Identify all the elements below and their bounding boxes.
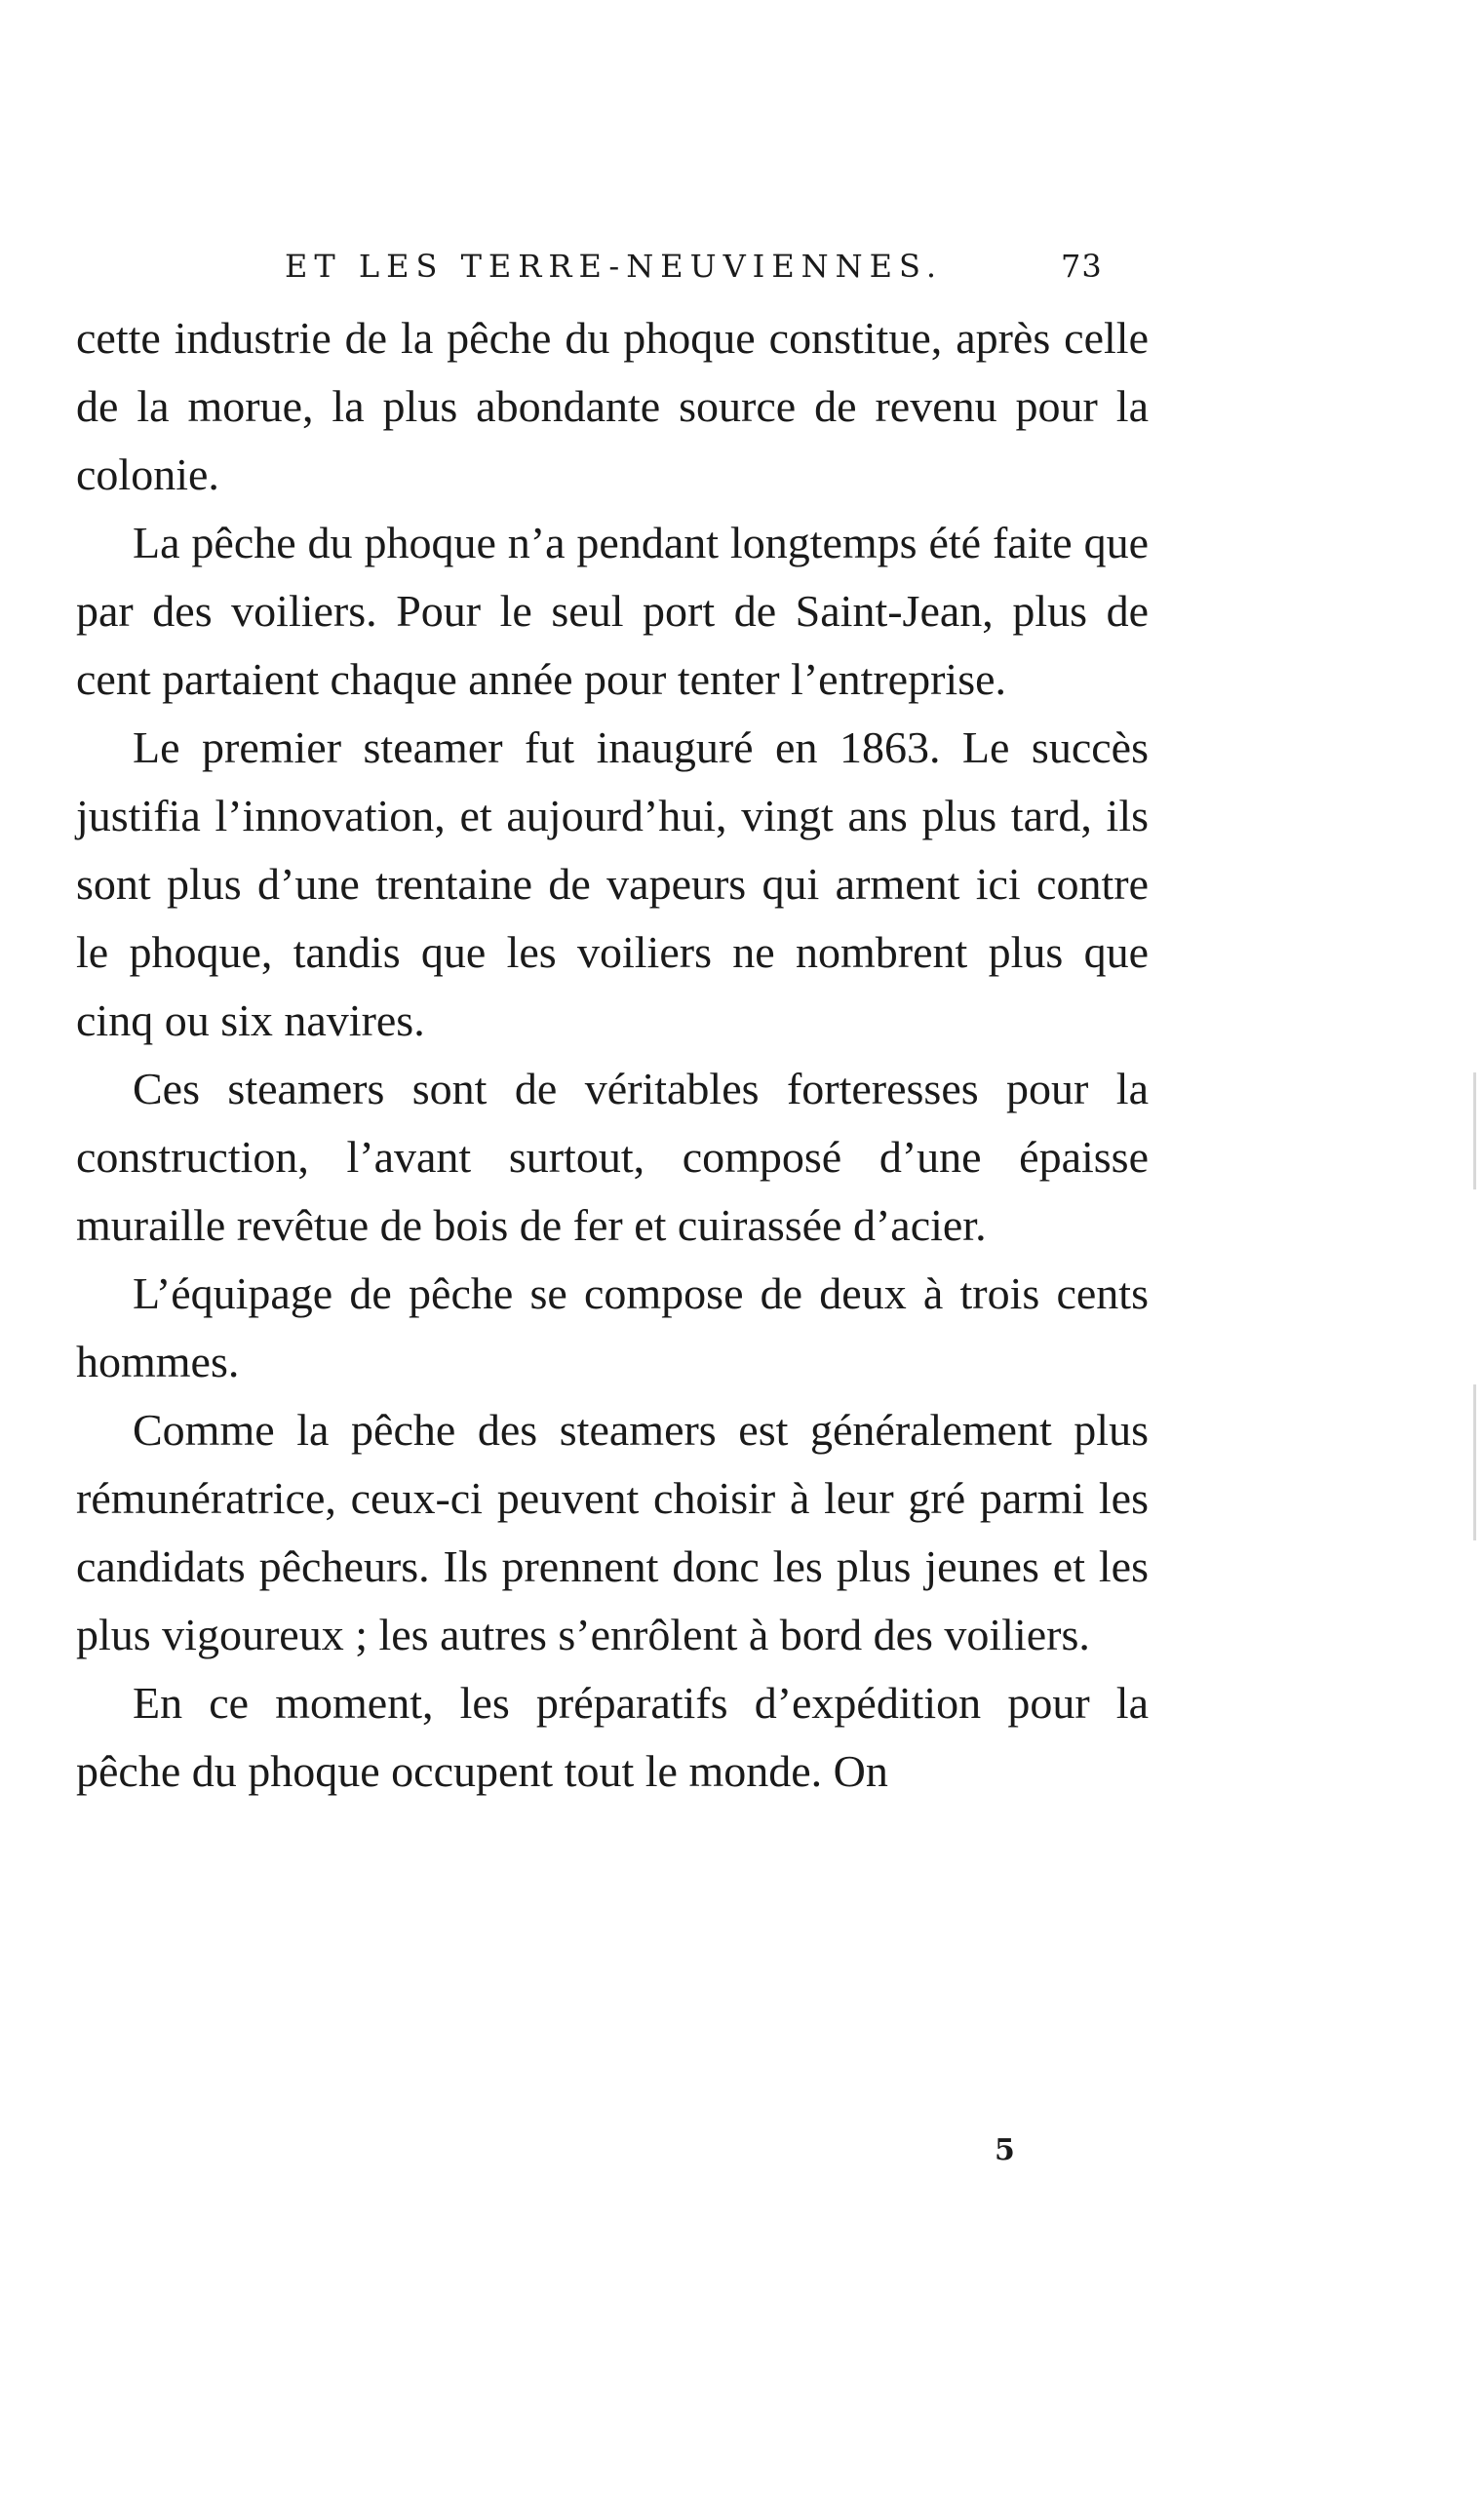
paragraph: Comme la pêche des steamers est généralement plus rémunératrice, ceux-ci peuvent choisir à leur gré parmi les candidats pêcheurs. Ils prennent donc les plus jeunes et les plus vigoureux ; les autres s’enrôlent à bord des voiliers. bbox=[76, 1405, 1149, 1659]
book-page bbox=[76, 230, 1149, 1806]
paragraph: L’équipage de pêche se compose de deux à trois cents hommes. bbox=[76, 1268, 1149, 1386]
paragraph: Ces steamers sont de véritables forteresses pour la construction, l’avant surtout, composé d’une épaisse muraille revêtue de bois de fer et cuirassée d’acier. bbox=[76, 1064, 1149, 1250]
page-number: 73 bbox=[1061, 248, 1103, 285]
paragraph: La pêche du phoque n’a pendant longtemps été faite que par des voiliers. Pour le seul port de Saint-Jean, plus de cent partaient chaque année pour tenter l’entreprise. bbox=[76, 518, 1149, 704]
signature-mark: 5 bbox=[995, 2133, 1015, 2167]
body-text bbox=[76, 304, 1149, 1806]
margin-speckle bbox=[1473, 1384, 1476, 1540]
running-head bbox=[76, 230, 1149, 289]
paragraph: En ce moment, les préparatifs d’expédition pour la pêche du phoque occupent tout le monde. On bbox=[76, 1678, 1149, 1796]
paragraph: Le premier steamer fut inauguré en 1863. Le succès justifia l’innovation, et aujourd’hui, vingt ans plus tard, ils sont plus d’une trentaine de vapeurs qui arment ici contre le phoque, tandis que les voiliers ne nombrent plus que cinq ou six navires. bbox=[76, 722, 1149, 1045]
margin-speckle bbox=[1473, 1072, 1476, 1189]
paragraph-continuation: cette industrie de la pêche du phoque constitue, après celle de la morue, la plus abondante source de revenu pour la colonie. bbox=[76, 313, 1149, 499]
running-title: ET LES TERRE-NEUVIENNES. bbox=[285, 248, 943, 285]
